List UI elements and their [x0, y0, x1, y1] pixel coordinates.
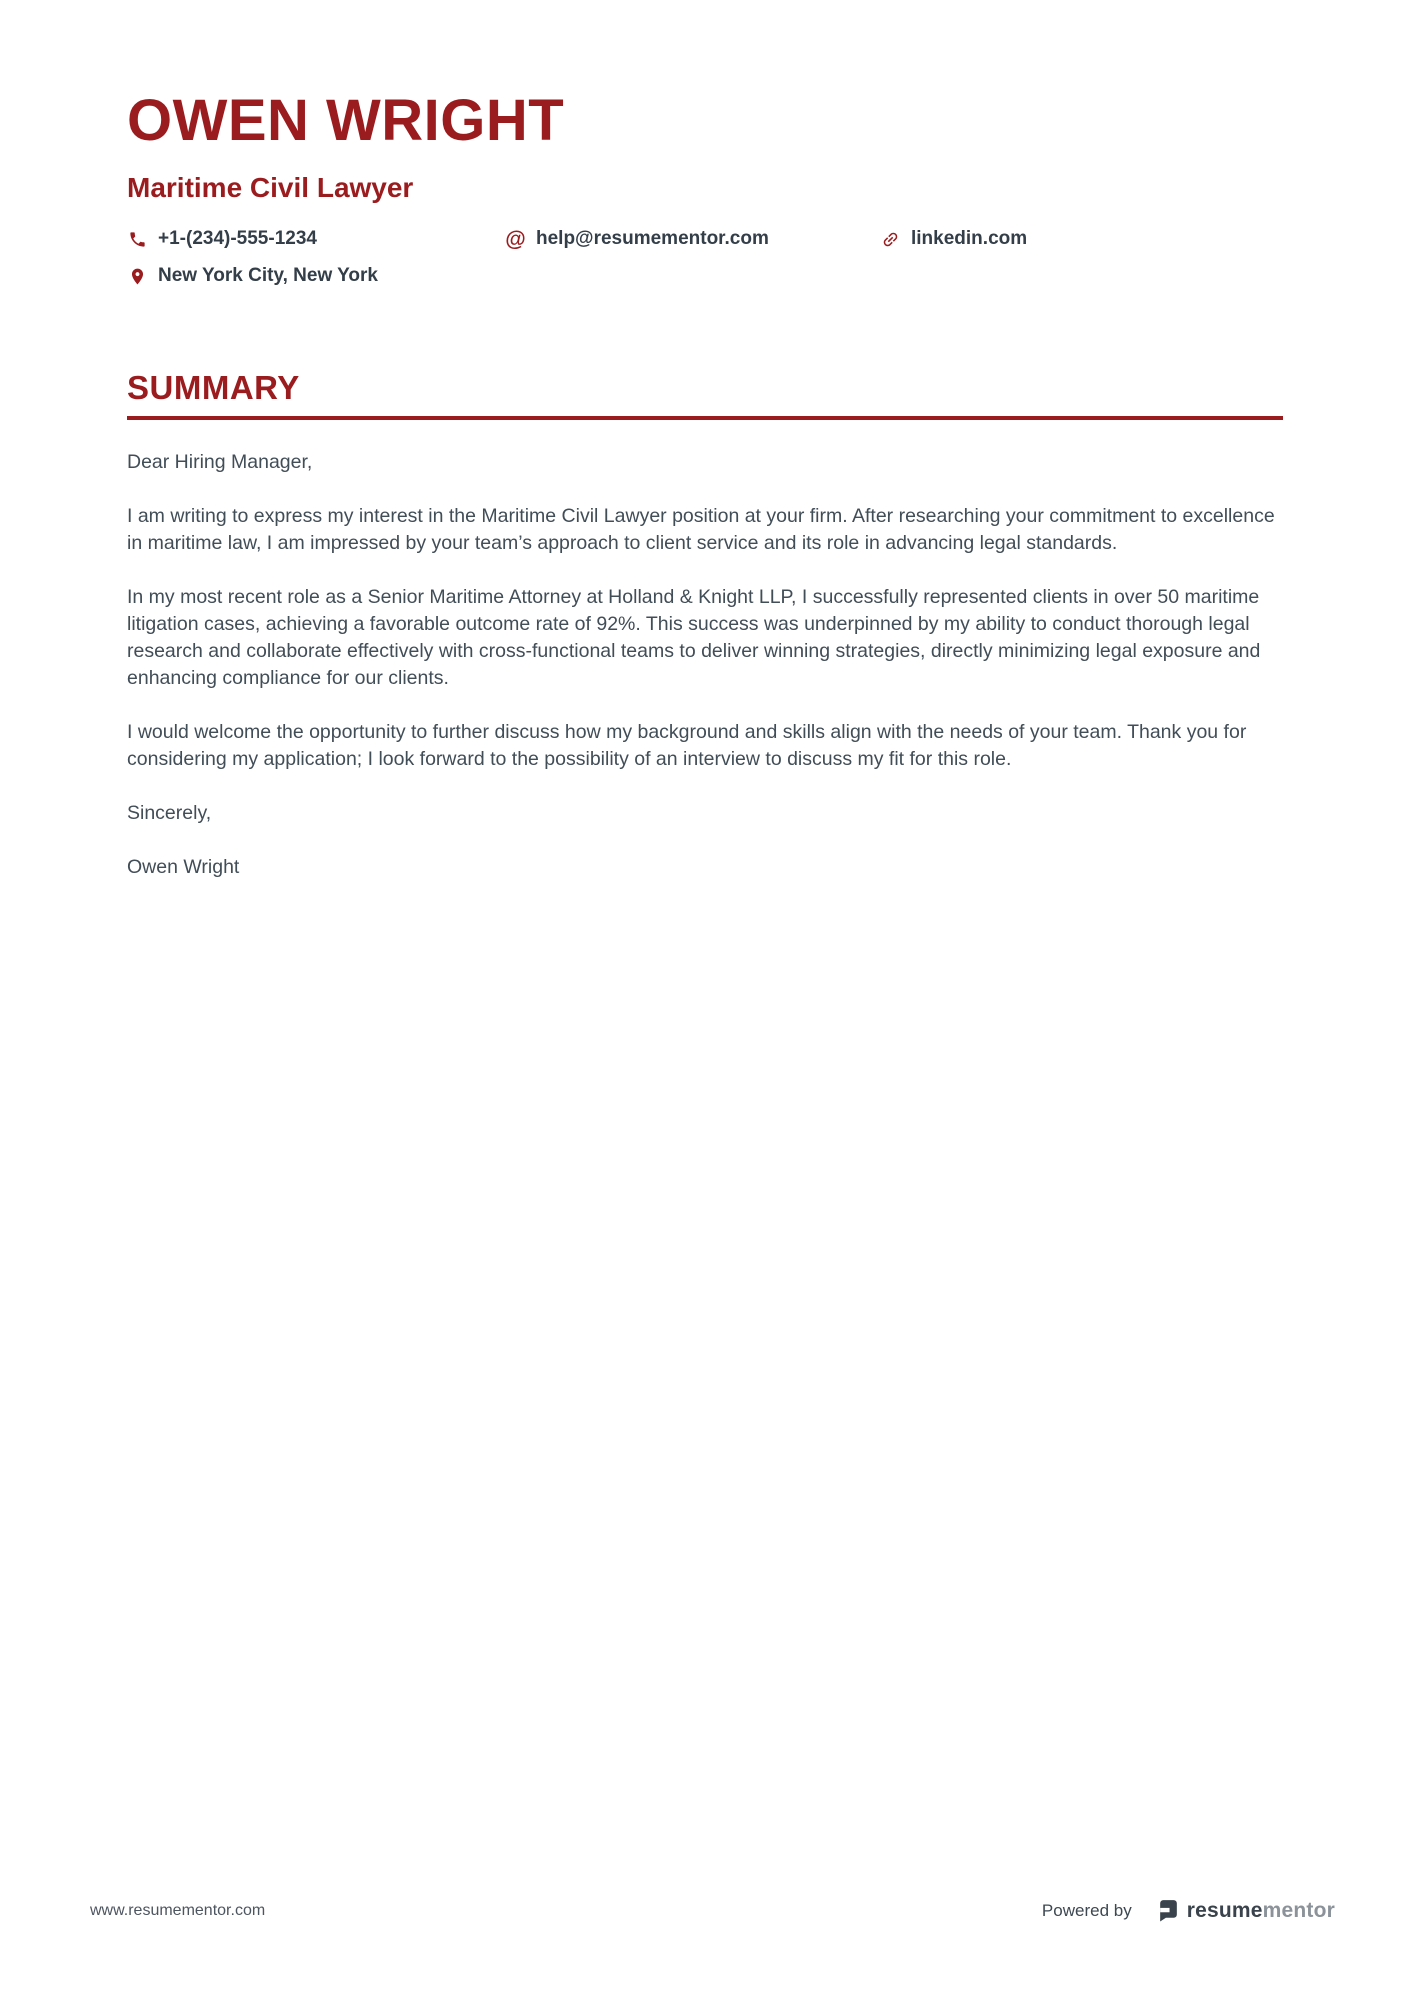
resumementor-logo-text: [1187, 1899, 1335, 1923]
phone-number: +1-(234)-555-1234: [158, 228, 317, 249]
email-address[interactable]: help@resumementor.com: [536, 228, 769, 249]
paragraph: In my most recent role as a Senior Maritime Attorney at Holland & Knight LLP, I successfully represented clients in over 50 maritime litigation cases, achieving a favorable outcome rate of 92%. This success was underpinned by my ability to conduct thorough legal research and collaborate effectively with cross-functional teams to deliver winning strategies, directly minimizing legal exposure and enhancing compliance for our clients.: [127, 586, 1261, 689]
header: [127, 88, 1283, 287]
signature-name: Owen Wright: [127, 856, 240, 878]
contact-phone: [127, 228, 505, 250]
person-name: OWEN WRIGHT: [127, 88, 565, 153]
letter-body: [127, 449, 1283, 881]
at-icon: @: [505, 227, 526, 251]
resumementor-logo-icon: [1156, 1898, 1181, 1923]
footer-powered-by: [1042, 1898, 1335, 1923]
link-icon: [880, 229, 901, 250]
job-title: Maritime Civil Lawyer: [127, 172, 414, 203]
linkedin-url[interactable]: linkedin.com: [911, 228, 1028, 249]
contact-info: [127, 228, 1283, 287]
summary-section: [127, 369, 1283, 881]
salutation: Dear Hiring Manager,: [127, 451, 313, 473]
brand-text-bold: resume: [1186, 1898, 1263, 1922]
footer-website-link[interactable]: www.resumementor.com: [90, 1901, 266, 1919]
brand-text-light: mentor: [1262, 1898, 1335, 1922]
map-pin-icon: [127, 266, 148, 287]
document-content: [0, 0, 1410, 881]
phone-icon: [127, 229, 148, 250]
resumementor-logo[interactable]: [1156, 1898, 1335, 1923]
paragraph: I am writing to express my interest in the Maritime Civil Lawyer position at your firm. After researching your commitment to excellence in maritime law, I am impressed by your team’s approach to client service and its role in advancing legal standards.: [127, 505, 1275, 554]
contact-location: [127, 265, 1283, 287]
powered-by-label: Powered by: [1041, 1900, 1132, 1920]
paragraph: I would welcome the opportunity to further discuss how my background and skills align with the needs of your team. Thank you for considering my application; I look forward to the possibility of an interview to discuss my fit for this role.: [127, 721, 1247, 770]
section-heading: SUMMARY: [127, 369, 300, 406]
contact-linkedin: [880, 228, 1283, 250]
page-footer: [0, 1898, 1410, 1923]
contact-email: [505, 228, 880, 250]
section-divider: [127, 416, 1283, 420]
closing: Sincerely,: [127, 802, 212, 824]
location-text: New York City, New York: [158, 265, 378, 286]
